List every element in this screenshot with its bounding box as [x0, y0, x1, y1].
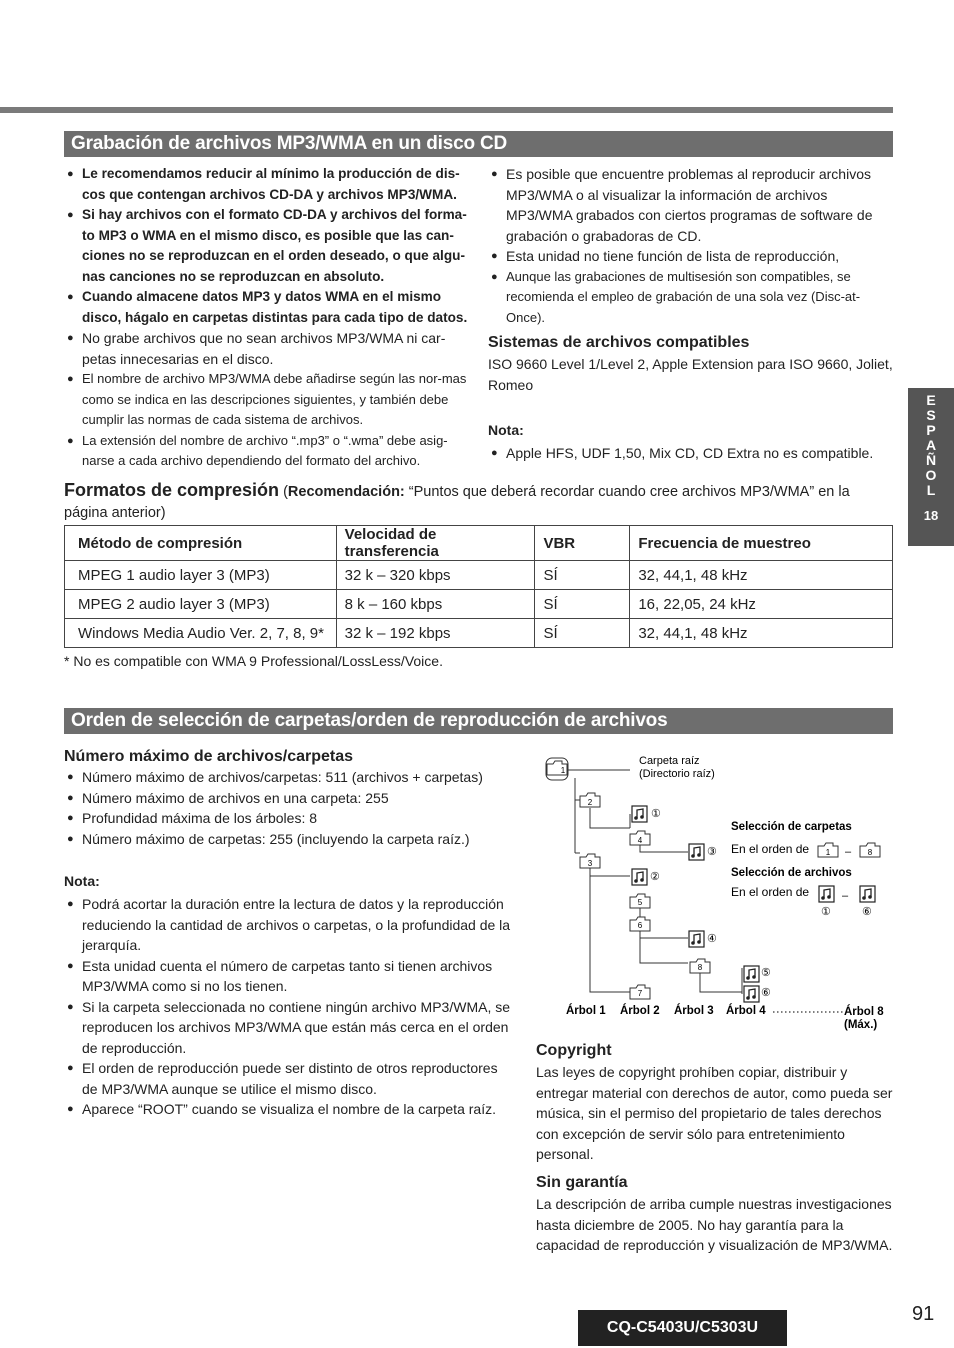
nota-list: [488, 443, 893, 464]
formats-table: [64, 525, 893, 648]
folder-number: 1: [825, 848, 831, 857]
column-header: VBR: [535, 526, 630, 561]
list-item: ● Número máximo de archivos en una carpeta: 255: [64, 788, 514, 809]
folder-number: 4: [637, 836, 643, 845]
table-row: [65, 590, 893, 619]
table-cell: 32, 44,1, 48 kHz: [630, 619, 893, 648]
list-item: ● Profundidad máxima de los árboles: 8: [64, 808, 514, 829]
table-row: [65, 619, 893, 648]
top-rule: [0, 107, 893, 113]
table-cell: SÍ: [535, 590, 630, 619]
music-file-icon: [689, 844, 704, 860]
root-label-1: Carpeta raíz: [639, 755, 700, 767]
file-number: ④: [707, 933, 717, 945]
folder-order-text: En el orden de: [731, 842, 810, 856]
list-item: ● Si hay archivos con el formato CD-DA y archivos del forma-to MP3 o WMA en el mismo disco, es posible que las can-ciones no se reproduzcan en el orden deseado, o que algu-nas canciones no se reproduzcan en absoluto.: [64, 205, 469, 287]
language-side-tab: [908, 388, 954, 546]
table-row: [65, 561, 893, 590]
folder-number: 5: [637, 898, 643, 907]
copyright-heading: Copyright: [536, 1042, 612, 1059]
table-header-row: [65, 526, 893, 561]
music-file-icon: [689, 931, 704, 947]
music-file-icon: [744, 986, 759, 1002]
table-cell: MPEG 2 audio layer 3 (MP3): [65, 590, 337, 619]
tab-letter: E: [926, 392, 936, 408]
tree-label: Árbol 1: [566, 1005, 606, 1017]
file-number: ⑥: [862, 906, 872, 918]
page-number: 91: [912, 1303, 935, 1325]
tab-letter: O: [925, 467, 937, 483]
file-number: ⑥: [761, 987, 771, 999]
selection-folders-label: Selección de carpetas: [731, 821, 852, 833]
list-item: ● Esta unidad no tiene función de lista de reproducción,: [488, 246, 888, 267]
file-number: ③: [707, 846, 717, 858]
folder-number: 6: [637, 921, 643, 930]
list-item: ● Número máximo de carpetas: 255 (incluyendo la carpeta raíz.): [64, 829, 514, 850]
list-item: ● Aunque las grabaciones de multisesión son compatibles, se recomienda el empleo de grabación de una sola vez (Disc-at-Once).: [488, 267, 888, 329]
folder-number: 8: [867, 848, 873, 857]
column-header: Método de compresión: [65, 526, 337, 561]
nota-list-2: [64, 894, 512, 1120]
music-file-icon: [860, 886, 875, 902]
folder-number: 3: [587, 859, 593, 868]
formats-heading-block: Formatos de compresión (Recomendación: “Puntos que deberá recordar cuando cree archivos MP3/WMA” en la página anterior): [64, 480, 850, 521]
list-item: ● El orden de reproducción puede ser distinto de otros reproductores de MP3/WMA aunque se utilice el mismo disco.: [64, 1058, 512, 1099]
section-title-order: Orden de selección de carpetas/orden de reproducción de archivos: [64, 708, 893, 734]
table-cell: 32, 44,1, 48 kHz: [630, 561, 893, 590]
tab-letter: Ñ: [925, 452, 937, 468]
folder-number: 1: [560, 766, 566, 775]
list-item: ● Esta unidad cuenta el número de carpetas tanto si tienen archivos MP3/WMA como si no los tienen.: [64, 956, 512, 997]
table-cell: Windows Media Audio Ver. 2, 7, 8, 9*: [65, 619, 337, 648]
list-item: ● La extensión del nombre de archivo “.mp3” o “.wma” debe asig-narse a cada archivo dependiendo del formato del archivo.: [64, 431, 469, 472]
section-title-recording: Grabación de archivos MP3/WMA en un disco CD: [64, 131, 893, 157]
tab-letter: A: [925, 437, 937, 453]
tree-label: Árbol 3: [674, 1005, 714, 1017]
tree-label: Árbol 4: [726, 1005, 766, 1017]
table-cell: 16, 22,05, 24 kHz: [630, 590, 893, 619]
nota-label: Nota:: [488, 422, 524, 438]
tree-label: Árbol 2: [620, 1005, 660, 1017]
folder-tree-diagram: [530, 748, 902, 1038]
formats-footnote: * No es compatible con WMA 9 Professional/LossLess/Voice.: [64, 653, 443, 669]
copyright-text: Las leyes de copyright prohíben copiar, distribuir y entregar material con derechos de autor, como pueda ser música, sin el permiso del propietario de tales derechos con excepción de servir sólo para entretenimiento personal.: [536, 1064, 893, 1162]
warranty-heading: Sin garantía: [536, 1174, 628, 1191]
column-header: Frecuencia de muestreo: [630, 526, 893, 561]
filesystems-heading: Sistemas de archivos compatibles: [488, 334, 750, 351]
list-item: ● Si la carpeta seleccionada no contiene ningún archivo MP3/WMA, se reproducen los archivos MP3/WMA que están más cerca en el orden de reproducción.: [64, 997, 512, 1059]
recording-right-list: [488, 164, 888, 328]
music-file-icon: [744, 966, 759, 982]
list-item: ● Número máximo de archivos/carpetas: 511 (archivos + carpetas): [64, 767, 514, 788]
model-badge: CQ-C5403U/C5303U: [578, 1310, 787, 1346]
max-list: [64, 767, 514, 849]
list-item: ● Es posible que encuentre problemas al reproducir archivos MP3/WMA o al visualizar la información de archivos MP3/WMA grabados con ciertos programas de software de grabación o grabadoras de CD.: [488, 164, 888, 246]
list-item: ● Apple HFS, UDF 1,50, Mix CD, CD Extra no es compatible.: [488, 443, 893, 464]
warranty-text: La descripción de arriba cumple nuestras investigaciones hasta diciembre de 2005. No hay garantía para la capacidad de reproducción y visualización de MP3/WMA.: [536, 1196, 893, 1253]
folder-number: 7: [637, 989, 643, 998]
table-cell: 32 k – 320 kbps: [336, 561, 535, 590]
folder-number: 8: [697, 963, 703, 972]
max-heading: Número máximo de archivos/carpetas: [64, 748, 354, 765]
tree-label-max: (Máx.): [844, 1019, 878, 1031]
table-cell: 32 k – 192 kbps: [336, 619, 535, 648]
list-item: ● No grabe archivos que no sean archivos MP3/WMA ni car-petas innecesarias en el disco.: [64, 328, 469, 369]
list-item: ● Cuando almacene datos MP3 y datos WMA en el mismo disco, hágalo en carpetas distintas para cada tipo de datos.: [64, 287, 469, 328]
range-dash: –: [842, 890, 849, 902]
tab-page-number: 18: [923, 508, 939, 523]
recording-left-list: [64, 164, 469, 472]
file-number: ①: [821, 906, 831, 918]
tree-label: Árbol 8: [844, 1006, 884, 1018]
list-item: ● Aparece “ROOT” cuando se visualiza el nombre de la carpeta raíz.: [64, 1099, 512, 1120]
table-cell: SÍ: [535, 619, 630, 648]
range-dash: –: [845, 846, 852, 858]
music-file-icon: [632, 806, 647, 822]
file-number: ②: [650, 871, 660, 883]
file-number: ①: [651, 808, 661, 820]
filesystems-text: ISO 9660 Level 1/Level 2, Apple Extension para ISO 9660, Joliet, Romeo: [488, 356, 893, 393]
table-cell: 8 k – 160 kbps: [336, 590, 535, 619]
table-cell: SÍ: [535, 561, 630, 590]
tab-letter: L: [926, 482, 936, 498]
list-item: ● El nombre de archivo MP3/WMA debe añadirse según las nor-mas como se indica en las descripciones siguientes, y también debe cumplir las normas de cada sistema de archivos.: [64, 369, 469, 431]
recommendation-label: Recomendación:: [287, 484, 405, 500]
music-file-icon: [819, 886, 834, 902]
file-order-text: En el orden de: [731, 885, 810, 899]
music-file-icon: [632, 869, 647, 885]
recommendation-text: “Puntos que deberá recordar cuando cree archivos MP3/WMA” en la página anterior): [64, 484, 850, 521]
formats-heading: Formatos de compresión: [64, 480, 280, 500]
folder-number: 2: [587, 798, 593, 807]
tab-letter: P: [926, 422, 936, 438]
root-label-2: (Directorio raíz): [639, 768, 715, 780]
list-item: ● Podrá acortar la duración entre la lectura de datos y la reproducción reduciendo la cantidad de archivos o carpetas, o la profundidad de la jerarquía.: [64, 894, 512, 956]
selection-files-label: Selección de archivos: [731, 867, 852, 879]
tab-letter: S: [926, 407, 936, 423]
nota-label-2: Nota:: [64, 873, 100, 889]
column-header: Velocidad de transferencia: [336, 526, 535, 561]
file-number: ⑤: [761, 967, 771, 979]
list-item: ● Le recomendamos reducir al mínimo la producción de dis-cos que contengan archivos CD-DA y archivos MP3/WMA.: [64, 164, 469, 205]
table-cell: MPEG 1 audio layer 3 (MP3): [65, 561, 337, 590]
